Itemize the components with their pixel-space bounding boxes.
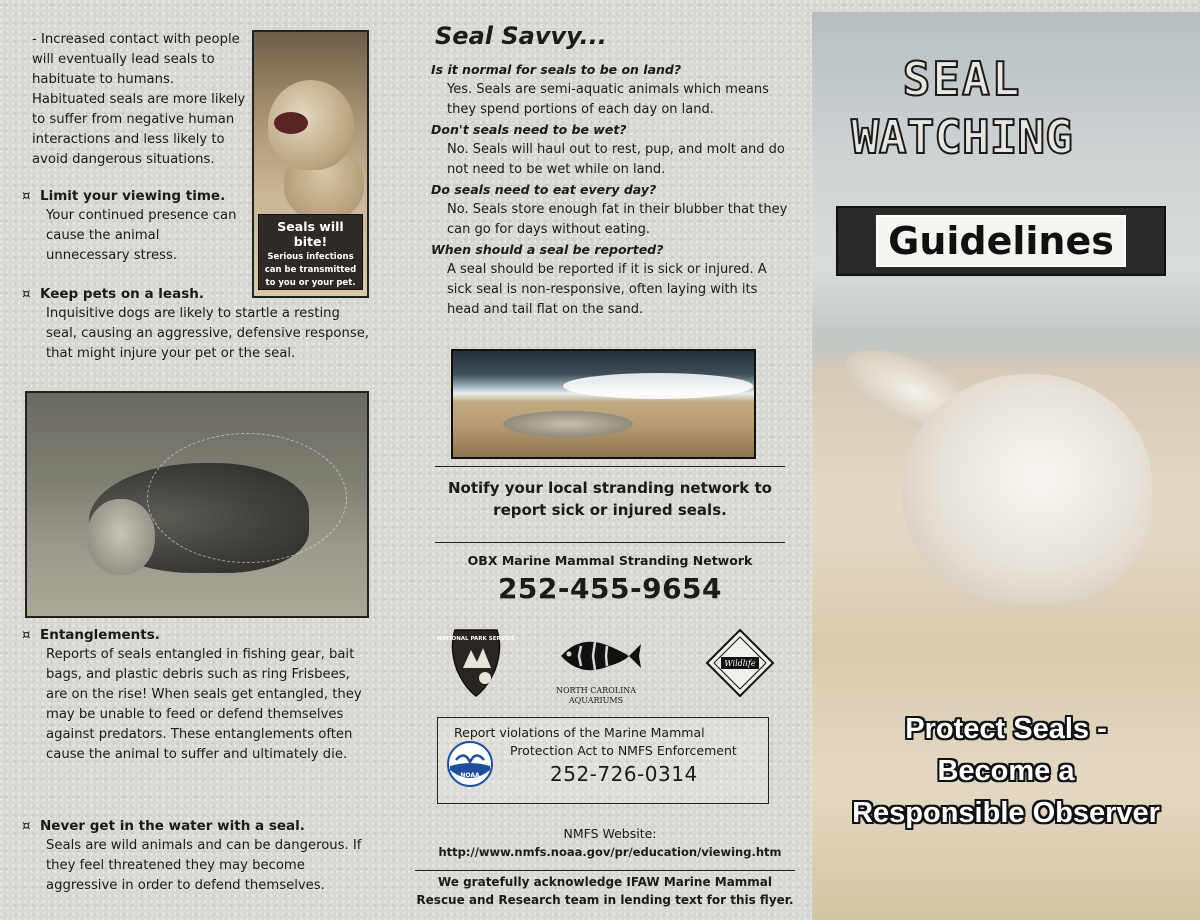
website-url-link[interactable]: http://www.nmfs.noaa.gov/pr/education/viewing.htm (438, 845, 782, 859)
bullet-body: Reports of seals entangled in fishing gear, bait bags, and plastic debris such as ring Frisbees, are on the rise! When seals get entangled, they may be unable to feed or defend themselves against predators. These entanglements often cause the animal to suffer and ultimately die. (46, 647, 362, 762)
bite-warning-title: Seals will bite! (277, 219, 344, 249)
acknowledgement (415, 870, 795, 909)
guidelines-label: Guidelines (876, 215, 1126, 267)
bullet-title: Limit your viewing time. (40, 188, 226, 204)
report-line-1: Report violations of the Marine Mammal (454, 725, 705, 740)
partner-logos (437, 628, 775, 708)
faq-item (431, 180, 791, 240)
faq-question: When should a seal be reported? (431, 242, 664, 257)
intro-paragraph: - Increased contact with people will eventually lead seals to habituate to humans. Habituated seals are more likely to suffer from negative human interactions and less likely to avoid dangerous situations. (32, 32, 246, 167)
network-name: OBX Marine Mammal Stranding Network (467, 553, 753, 568)
arrowhead-icon (437, 628, 515, 698)
tagline-line: Protect Seals - (905, 713, 1107, 745)
seal-savvy-heading: Seal Savvy... (435, 22, 607, 50)
nc-aquariums-logo (541, 632, 651, 705)
biting-seal-photo (252, 30, 369, 298)
faq-answer: No. Seals will haul out to rest, pup, and molt and do not need to be wet while on land. (447, 142, 785, 177)
bullet-body: Inquisitive dogs are likely to startle a resting seal, causing an aggressive, defensive response, that might injure your pet or the seal. (46, 306, 369, 361)
faq-item (431, 60, 791, 120)
faq-answer: A seal should be reported if it is sick or injured. A sick seal is non-responsive, often laying with its head and tail flat on the sand. (447, 262, 767, 317)
website-label: NMFS Website: (563, 826, 657, 841)
notify-section (435, 466, 785, 521)
faq-item (431, 240, 791, 320)
bullet-entanglements (22, 625, 372, 765)
faq-answer: No. Seals store enough fat in their blubber that they can go for days without eating. (447, 202, 788, 237)
noaa-seagull-icon (446, 740, 494, 788)
bullet-limit-viewing (22, 186, 247, 266)
nc-aquariums-text: NORTH CAROLINA AQUARIUMS (555, 686, 637, 705)
fish-icon (551, 632, 641, 680)
acknowledgement-text: We gratefully acknowledge IFAW Marine Mammal Rescue and Research team in lending text for this flyer. (416, 875, 794, 907)
seal-mouth-shape (274, 112, 308, 134)
beached-seal-photo (451, 349, 756, 459)
diamond-badge-icon (705, 628, 775, 698)
nc-wildlife-text: Wildlife (724, 659, 756, 668)
seal-body-shape (902, 374, 1152, 604)
fishing-net-shape (147, 433, 347, 563)
wave-shape (563, 373, 753, 399)
nps-logo-text: NATIONAL PARK SERVICE (437, 636, 515, 642)
report-phone-number: 252-726-0314 (550, 762, 698, 786)
national-park-service-logo (437, 628, 515, 698)
faq-item (431, 120, 791, 180)
entangled-seal-photo (25, 391, 369, 618)
left-panel (0, 0, 395, 920)
bite-warning-caption (258, 214, 363, 290)
website-section (425, 825, 795, 861)
cover-photo (812, 12, 1200, 920)
cover-tagline (812, 708, 1200, 834)
nc-wildlife-logo (705, 628, 775, 698)
bullet-icon: ¤ (22, 286, 31, 302)
bullet-body: Your continued presence can cause the animal unnecessary stress. (46, 208, 237, 263)
bullet-icon: ¤ (22, 188, 31, 204)
middle-panel (405, 0, 805, 920)
tagline-line: Responsible Observer (852, 797, 1160, 829)
bullet-title: Never get in the water with a seal. (40, 818, 305, 834)
stranding-network (435, 542, 785, 605)
bullet-title: Entanglements. (40, 627, 160, 643)
bullet-icon: ¤ (22, 818, 31, 834)
cover-title (812, 50, 1112, 166)
noaa-logo-text: NOAA (460, 772, 480, 779)
noaa-logo (446, 740, 494, 788)
faq-question: Is it normal for seals to be on land? (431, 62, 682, 77)
faq-list (431, 60, 791, 320)
bite-warning-subtext: Serious infections can be transmitted to you or your pet. (264, 252, 357, 288)
tagline-line: Become a (937, 755, 1075, 787)
guidelines-banner (836, 206, 1166, 276)
bullet-body: Seals are wild animals and can be dangerous. If they feel threatened they may become aggressive in order to defend themselves. (46, 838, 362, 893)
seal-body-shape (503, 411, 633, 437)
violation-report-box (437, 717, 769, 804)
seal-face-shape (87, 499, 155, 575)
faq-answer: Yes. Seals are semi-aquatic animals which means they spend portions of each day on land. (447, 82, 769, 117)
cover-panel (812, 12, 1200, 920)
network-phone-number: 252-455-9654 (497, 572, 723, 605)
notify-text: Notify your local stranding network to report sick or injured seals. (448, 479, 772, 519)
report-line-2: Protection Act to NMFS Enforcement (510, 743, 737, 758)
bullet-title: Keep pets on a leash. (40, 286, 204, 302)
bullet-never-swim-with-seal (22, 816, 372, 896)
bullet-icon: ¤ (22, 627, 31, 643)
cover-title-line-1: SEAL (902, 52, 1022, 106)
faq-question: Don't seals need to be wet? (431, 122, 627, 137)
cover-title-line-2: WATCHING (851, 110, 1073, 164)
bullet-keep-pets-leashed (22, 284, 372, 364)
faq-question: Do seals need to eat every day? (431, 182, 657, 197)
